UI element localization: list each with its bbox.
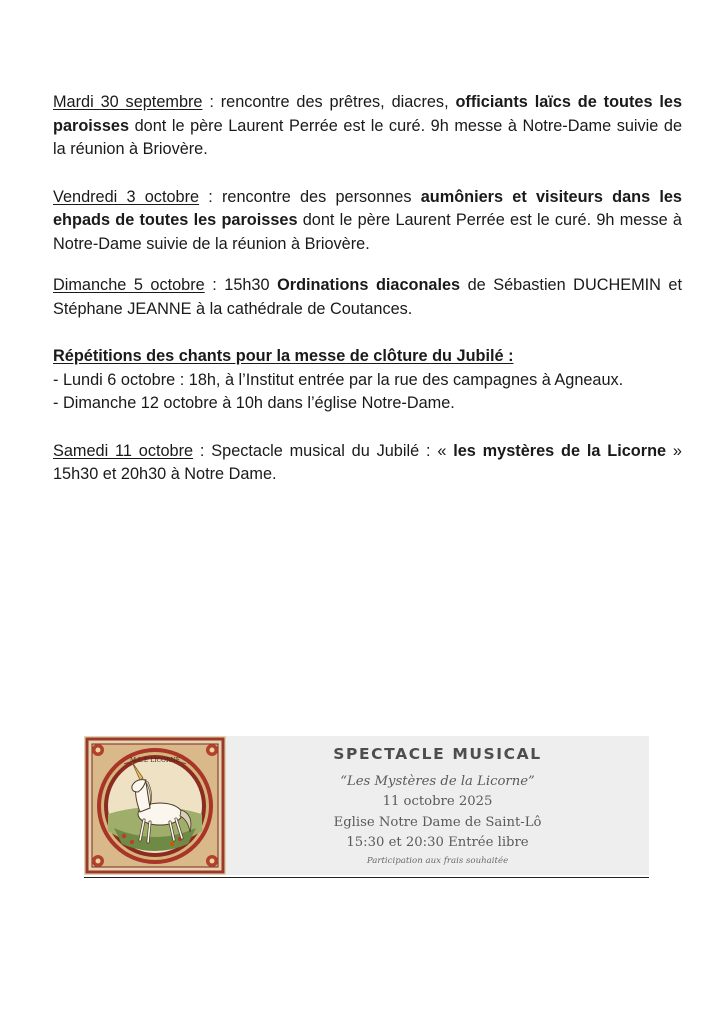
announcement-text: : 15h30 bbox=[204, 276, 278, 294]
rehearsals-section bbox=[53, 345, 682, 416]
announcement-text: : rencontre des prêtres, diacres, bbox=[202, 93, 456, 111]
spectacle-poster bbox=[84, 736, 649, 875]
announcement-text: de Sébastien DUCHEMIN et Stéphane JEANNE à la cathédrale de Coutances. bbox=[53, 276, 683, 318]
announcement-paragraph bbox=[53, 274, 682, 321]
poster-venue: Eglise Notre Dame de Saint-Lô bbox=[333, 815, 542, 830]
announcement-text: dont le père Laurent Perrée est le curé. 9h messe à Notre-Dame suivie de la réunion à Briovère. bbox=[53, 116, 682, 158]
announcement-text: dont le père Laurent Perrée est le curé. 9h messe à Notre-Dame suivie de la réunion à Briovère. bbox=[53, 211, 682, 253]
poster-date: 11 octobre 2025 bbox=[382, 794, 493, 809]
announcement-paragraph bbox=[53, 91, 682, 162]
rehearsals-heading: Répétitions des chants pour la messe de clôture du Jubilé : bbox=[53, 347, 514, 365]
poster-subtitle: “Les Mystères de la Licorne” bbox=[340, 774, 535, 789]
announcement-date: Dimanche 5 octobre bbox=[53, 276, 205, 294]
poster-times: 15:30 et 20:30 Entrée libre bbox=[346, 835, 529, 850]
document-body bbox=[53, 91, 682, 511]
announcement-date: Vendredi 3 octobre bbox=[53, 187, 200, 206]
announcement-highlight: Ordinations diaconales bbox=[277, 276, 461, 294]
rehearsal-item: - Lundi 6 octobre : 18h, à l’Institut entrée par la rue des campagnes à Agneaux. bbox=[53, 370, 624, 389]
poster-text-block bbox=[226, 736, 649, 875]
announcement-date: Mardi 30 septembre bbox=[53, 93, 203, 111]
announcement-paragraph bbox=[53, 186, 682, 257]
announcement-text: : rencontre des personnes bbox=[199, 187, 421, 206]
poster-note: Participation aux frais souhaitée bbox=[366, 856, 509, 866]
divider-line bbox=[84, 877, 649, 878]
spectacle-title: les mystères de la Licorne bbox=[453, 441, 667, 460]
spectacle-text: : Spectacle musical du Jubilé : « bbox=[193, 441, 454, 460]
spectacle-text: » 15h30 et 20h30 à Notre Dame. bbox=[53, 441, 682, 483]
poster-title: SPECTACLE MUSICAL bbox=[333, 745, 542, 763]
announcement-highlight: officiants laïcs de toutes les paroisses bbox=[53, 93, 682, 135]
medallion-text: M.L.E LICORNE bbox=[129, 757, 181, 764]
announcement-highlight: aumôniers et visiteurs dans les ehpads de toutes les paroisses bbox=[53, 187, 682, 229]
spectacle-date: Samedi 11 octobre bbox=[53, 441, 194, 460]
spectacle-paragraph bbox=[53, 440, 682, 487]
unicorn-medallion-icon bbox=[84, 736, 226, 875]
rehearsal-item: - Dimanche 12 octobre à 10h dans l’église Notre-Dame. bbox=[53, 394, 455, 412]
